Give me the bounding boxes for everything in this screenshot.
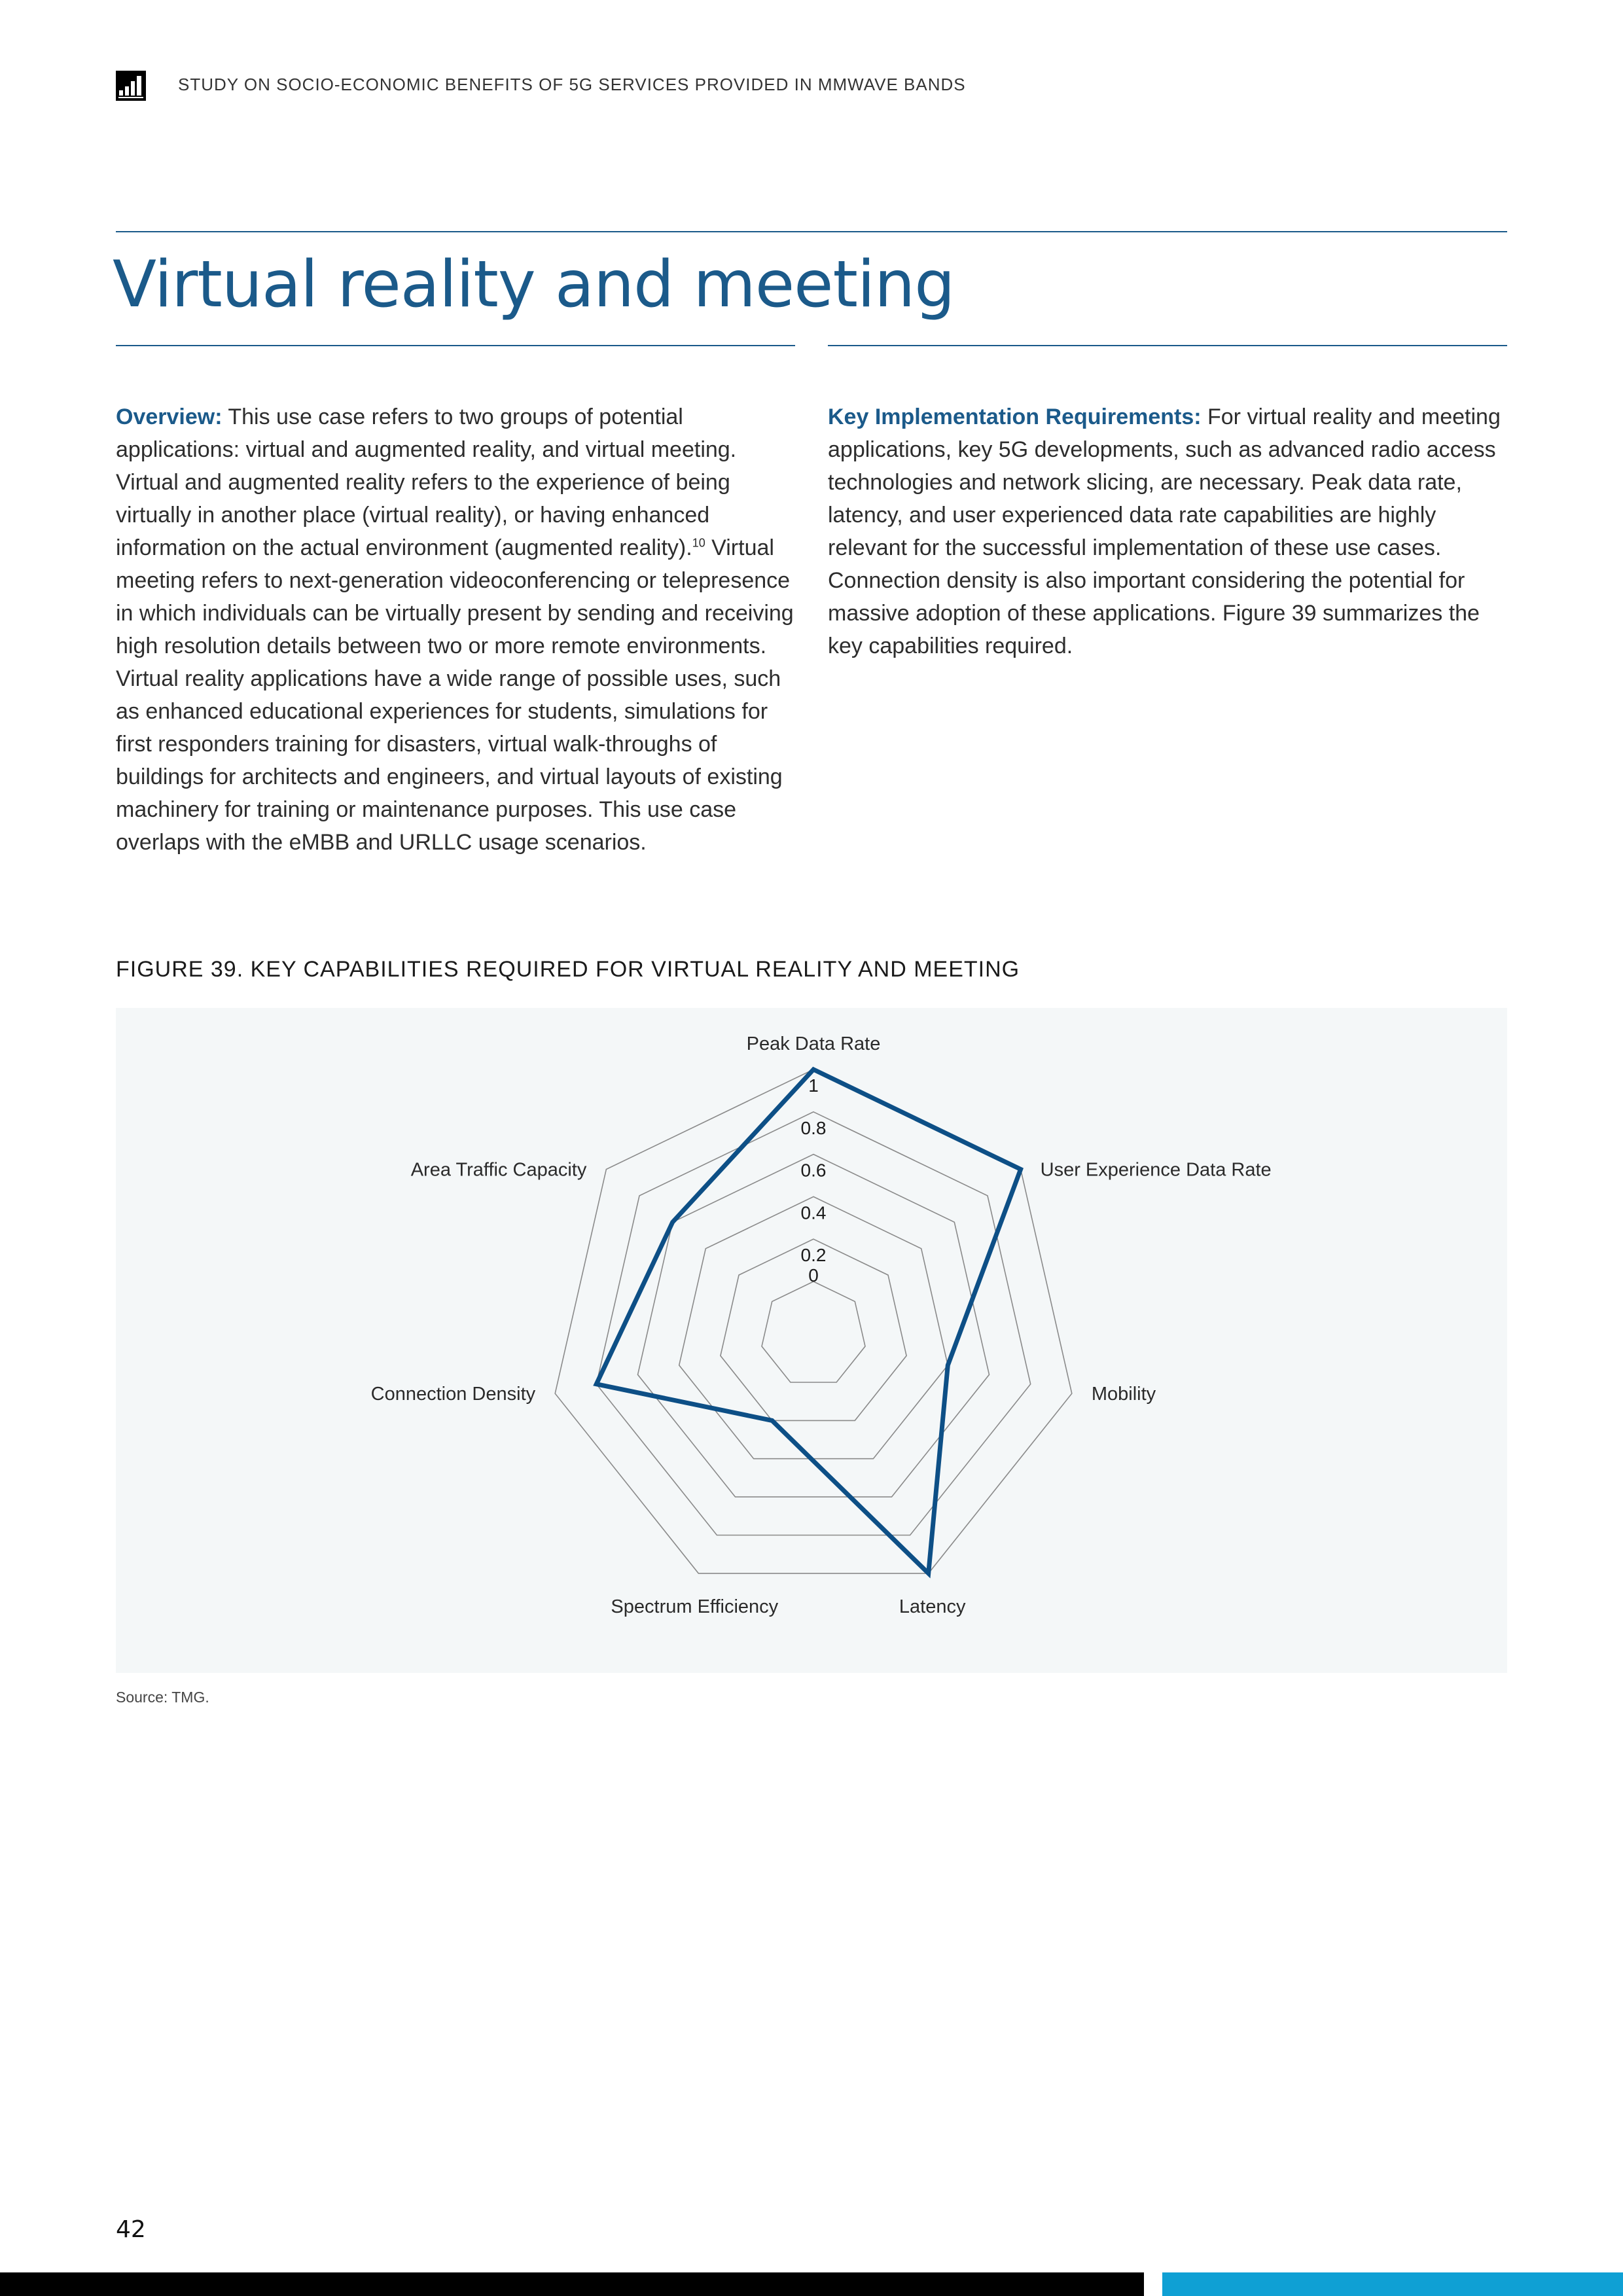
title-rule-left <box>116 345 795 346</box>
radar-category-label: Connection Density <box>370 1384 536 1405</box>
overview-text-1: This use case refers to two groups of potential applications: virtual and augmented reality, and virtual meeting. Virtual and augmented reality refers to the experience of being virtually in another place (virtual reality), or having enhanced information on the actual environment (augmented reality). <box>116 404 737 560</box>
radar-category-label: Latency <box>899 1596 966 1617</box>
radar-tick-label: 0.6 <box>800 1160 827 1181</box>
radar-data-point <box>927 1572 930 1575</box>
radar-grid-ring <box>679 1196 948 1458</box>
overview-lead: Overview: <box>116 404 223 429</box>
radar-grid-ring <box>762 1282 865 1382</box>
title-rule-top <box>116 231 1507 232</box>
page-number: 42 <box>116 2216 146 2243</box>
radar-data-point <box>1020 1168 1022 1170</box>
requirements-lead: Key Implementation Requirements: <box>828 404 1202 429</box>
radar-category-label: Peak Data Rate <box>746 1033 881 1054</box>
footnote-ref[interactable]: 10 <box>692 536 705 550</box>
requirements-paragraph <box>828 401 1508 662</box>
running-header: STUDY ON SOCIO-ECONOMIC BENEFITS OF 5G SERVICES PROVIDED IN MMWAVE BANDS <box>178 75 966 94</box>
radar-series-line <box>596 1069 1020 1573</box>
bar-chart-logo-icon <box>116 71 146 101</box>
figure-panel <box>116 1008 1507 1673</box>
radar-chart <box>116 1008 1507 1673</box>
radar-data-point <box>771 1419 774 1422</box>
footer-bar-black <box>0 2272 1144 2296</box>
requirements-text: For virtual reality and meeting applications, key 5G developments, such as advanced radio access technologies and network slicing, are necessary. Peak data rate, latency, and user experienced data rate capabilities are highly relevant for the successful implementation of these use cases. Connection density is also important considering the potential for massive adoption of these applications. Figure 39 summarizes the key capabilities required. <box>828 404 1501 658</box>
overview-paragraph <box>116 401 798 859</box>
title-rule-right <box>828 345 1507 346</box>
figure-source: Source: TMG. <box>116 1689 209 1706</box>
radar-tick-label: 1 <box>808 1075 819 1096</box>
section-title: Virtual reality and meeting <box>113 247 955 322</box>
radar-category-label: Area Traffic Capacity <box>410 1159 587 1181</box>
radar-tick-label: 0 <box>808 1265 819 1285</box>
radar-category-label: Spectrum Efficiency <box>611 1596 779 1617</box>
radar-data-point <box>671 1221 674 1223</box>
footer-bar-blue <box>1162 2272 1623 2296</box>
radar-tick-label: 0.2 <box>800 1245 827 1266</box>
radar-data-point <box>946 1364 949 1367</box>
radar-data-point <box>812 1068 815 1071</box>
figure-caption: FIGURE 39. KEY CAPABILITIES REQUIRED FOR VIRTUAL REALITY AND MEETING <box>116 957 1020 982</box>
overview-text-2: Virtual meeting refers to next-generation videoconferencing or telepresence in which individuals can be virtually present by sending and receiving high resolution details between two or more remote environments. Virtual reality applications have a wide range of possible uses, such as enhanced educational experiences for students, simulations for first responders training for disasters, virtual walk-throughs of buildings for architects and engineers, and virtual layouts of existing machinery for training or maintenance purposes. This use case overlaps with the eMBB and URLLC usage scenarios. <box>116 535 794 855</box>
radar-tick-label: 0.8 <box>800 1117 827 1138</box>
radar-category-label: Mobility <box>1091 1384 1156 1405</box>
radar-category-label: User Experience Data Rate <box>1040 1159 1272 1181</box>
radar-grid-ring <box>555 1069 1072 1573</box>
radar-tick-label: 0.4 <box>800 1202 827 1223</box>
radar-data-point <box>595 1383 597 1386</box>
